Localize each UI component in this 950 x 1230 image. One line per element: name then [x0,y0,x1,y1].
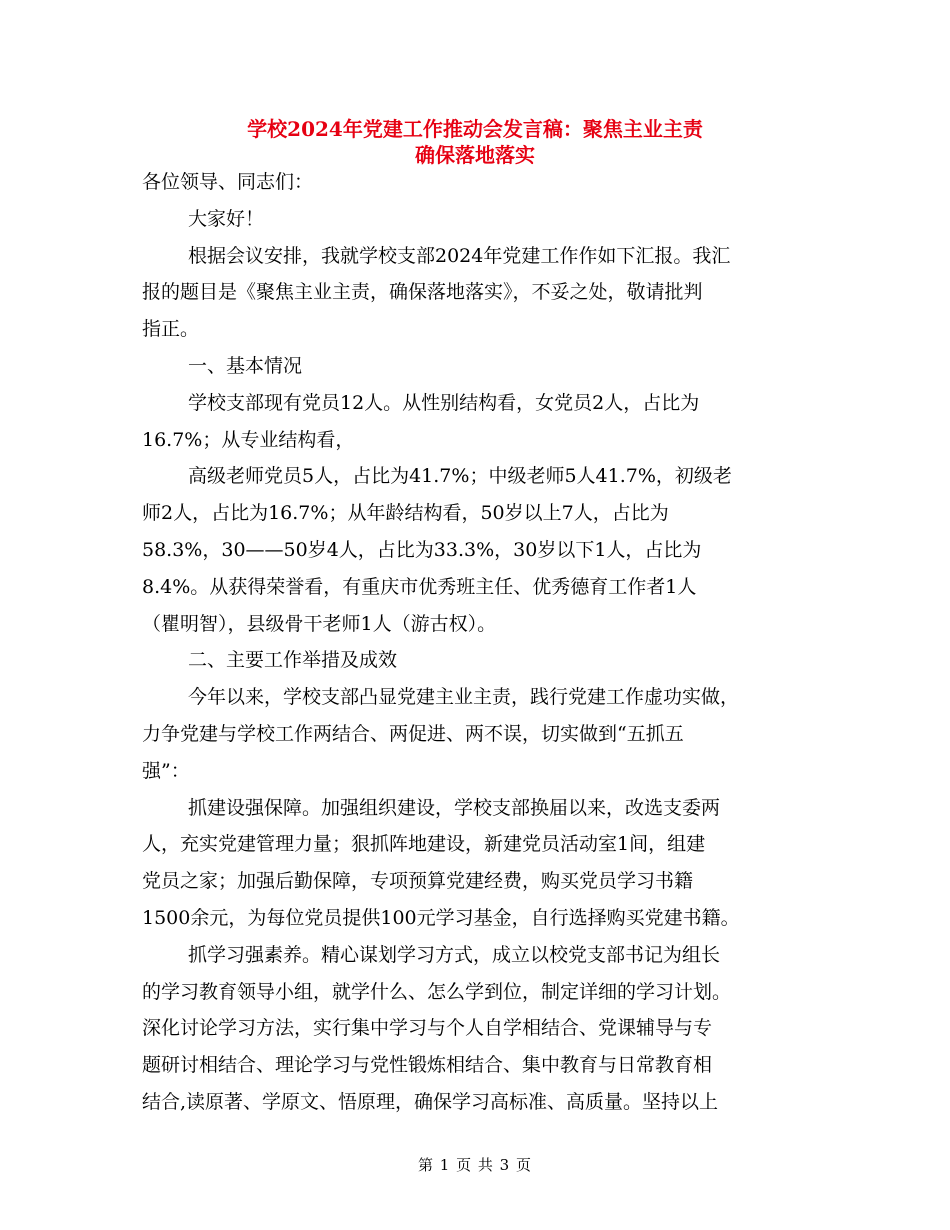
paragraph-line: 人，充实党建管理力量；狠抓阵地建设，新建党员活动室1间，组建 [142,833,706,856]
paragraph-line: 1500余元，为每位党员提供100元学习基金，自行选择购买党建书籍。 [142,906,740,929]
paragraph-line: 根据会议安排，我就学校支部2024年党建工作作如下汇报。我汇 [188,244,731,267]
paragraph-line: 深化讨论学习方法，实行集中学习与个人自学相结合、党课辅导与专 [142,1017,713,1040]
paragraph-line: 抓建设强保障。加强组织建设，学校支部换届以来，改选支委两 [188,796,721,819]
paragraph-line: 力争党建与学校工作两结合、两促进、两不误，切实做到“五抓五 [142,722,684,745]
document-title-line-1: 学校2024年党建工作推动会发言稿：聚焦主业主责 [247,117,703,141]
paragraph-line: （瞿明智），县级骨干老师1人（游古权）。 [142,612,497,635]
paragraph-line: 题研讨相结合、理论学习与党性锻炼相结合、集中教育与日常教育相 [142,1054,713,1077]
paragraph-line: 今年以来，学校支部凸显党建主业主责，践行党建工作虚功实做， [188,686,740,709]
paragraph-line: 强”： [142,759,190,782]
paragraph-line: 结合,读原著、学原文、悟原理，确保学习高标准、高质量。坚持以上 [142,1090,719,1113]
page-number: 第 1 页 共 3 页 [418,1156,532,1174]
paragraph-line: 抓学习强素养。精心谋划学习方式，成立以校党支部书记为组长 [188,943,721,966]
paragraph-line: 指正。 [142,318,200,341]
paragraph-line: 报的题目是《聚焦主业主责，确保落地落实》，不妥之处，敬请批判 [142,281,703,304]
section-heading: 一、基本情况 [188,354,303,377]
paragraph-line: 高级老师党员5人，占比为41.7%；中级老师5人41.7%，初级老 [188,465,732,488]
paragraph-line: 58.3%，30——50岁4人，占比为33.3%，30岁以下1人，占比为 [142,538,702,561]
paragraph-line: 大家好！ [188,207,265,230]
paragraph-line: 8.4%。从获得荣誉看，有重庆市优秀班主任、优秀德育工作者1人 [142,575,697,598]
document-body [142,164,812,1121]
paragraph-line: 师2人，占比为16.7%；从年龄结构看，50岁以上7人，占比为 [142,502,669,525]
document-title-line-2: 确保落地落实 [415,143,535,167]
paragraph-line: 党员之家；加强后勤保障，专项预算党建经费，购买党员学习书籍 [142,870,694,893]
salutation: 各位领导、同志们： [142,171,314,193]
paragraph-line: 学校支部现有党员12人。从性别结构看，女党员2人，占比为 [188,391,700,414]
section-heading: 二、主要工作举措及成效 [188,649,398,672]
paragraph-line: 16.7%；从专业结构看， [142,428,355,451]
paragraph-line: 的学习教育领导小组，就学什么、怎么学到位，制定详细的学习计划。 [142,980,732,1003]
